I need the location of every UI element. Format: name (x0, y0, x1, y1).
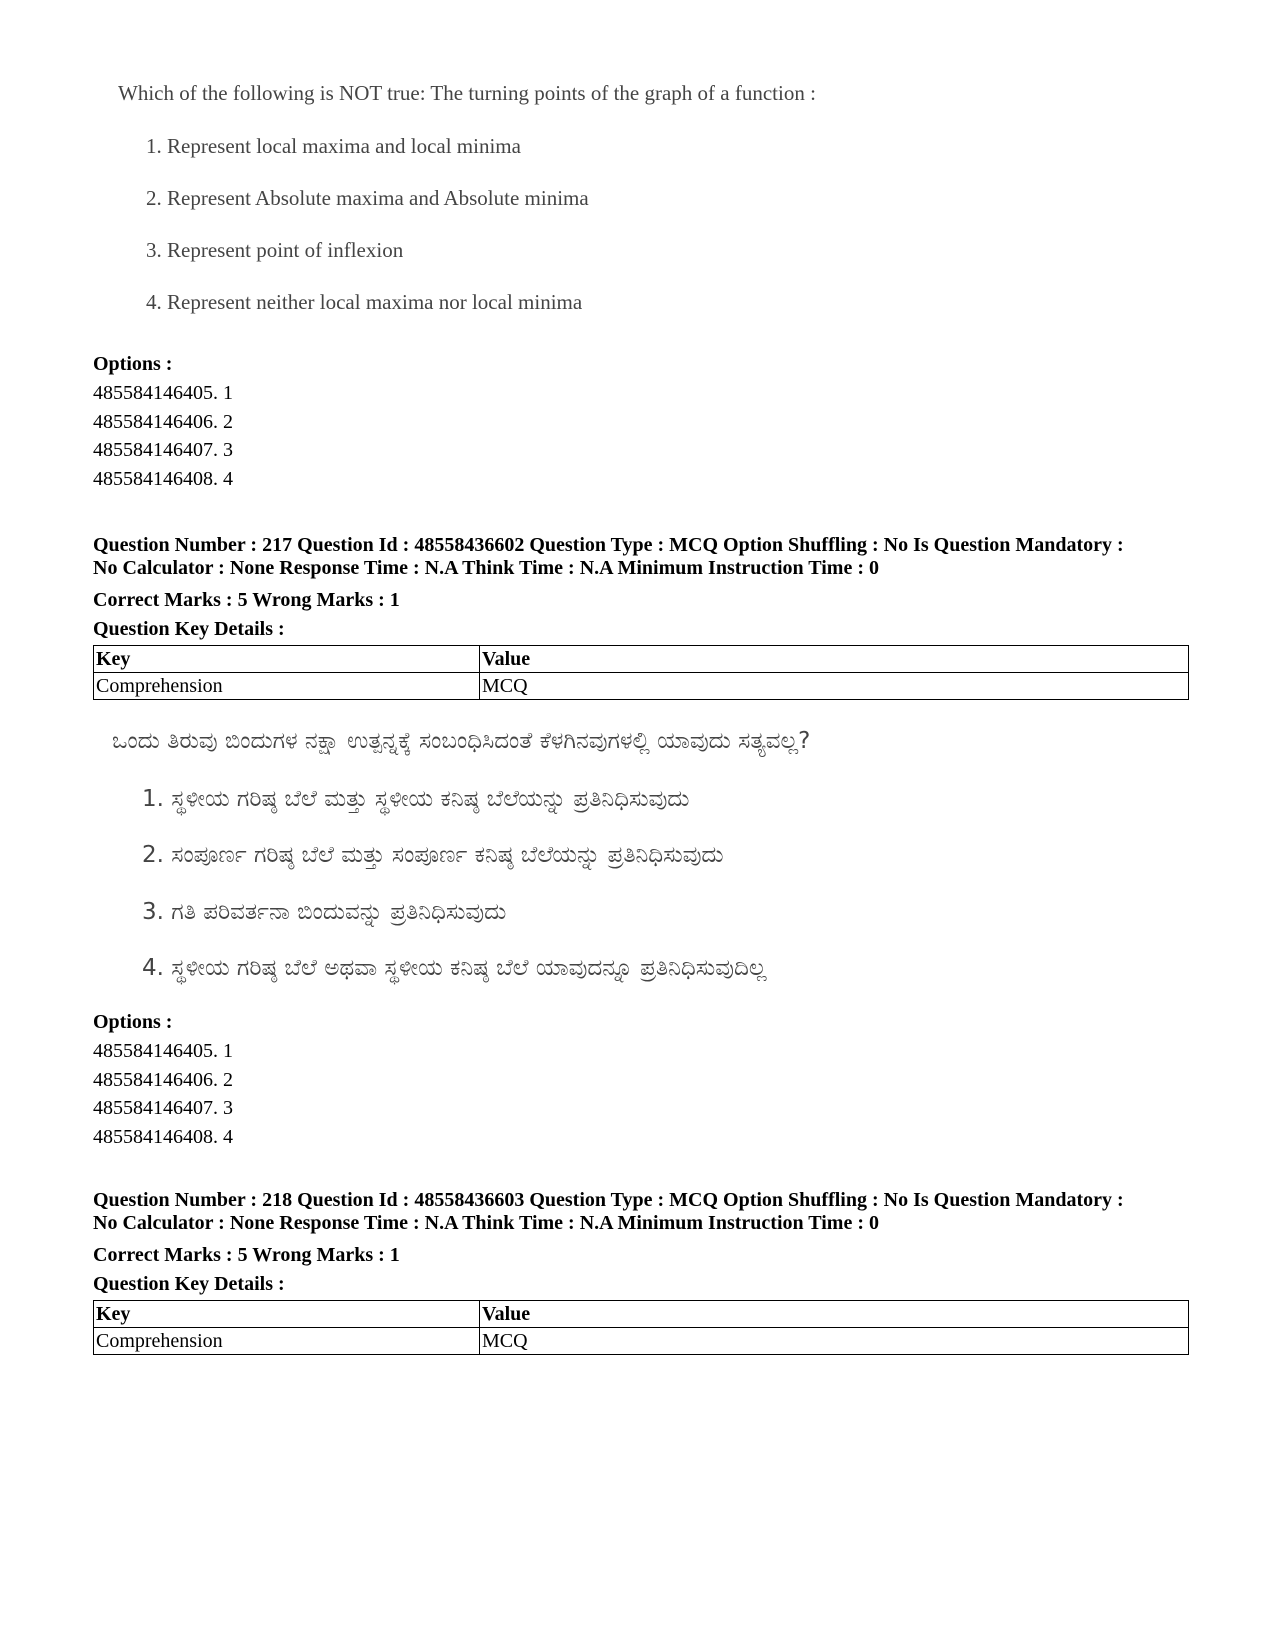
question-216-option-2: 485584146406. 2 (93, 411, 233, 433)
question-216-image (118, 80, 918, 320)
question-216-choice-3: 3. Represent point of inflexion (146, 238, 404, 262)
table-header-value: Value (480, 646, 1189, 673)
question-217-option-3: 485584146407. 3 (93, 1097, 233, 1119)
table-cell-key: Comprehension (94, 1328, 480, 1355)
question-216-option-3: 485584146407. 3 (93, 439, 233, 461)
question-217-options-label: Options : (93, 1011, 173, 1033)
question-217-meta (93, 534, 1193, 580)
table-cell-key: Comprehension (94, 673, 480, 700)
question-217-kannada-choice-2: 2. ಸಂಪೂರ್ಣ ಗರಿಷ್ಠ ಬೆಲೆ ಮತ್ತು ಸಂಪೂರ್ಣ ಕನಿಷ್ಠ ಬೆಲೆಯನ್ನು ಪ್ರತಿನಿಧಿಸುವುದು (142, 842, 724, 868)
table-header-value: Value (480, 1301, 1189, 1328)
table-row (94, 1328, 1189, 1355)
question-216-choice-2: 2. Represent Absolute maxima and Absolute minima (146, 186, 589, 210)
question-217-kannada-stem: ಒಂದು ತಿರುವು ಬಿಂದುಗಳ ನಕ್ಷಾ ಉತ್ಪನ್ನಕ್ಕೆ ಸಂಬಂಧಿಸಿದಂತೆ ಕೆಳಗಿನವುಗಳಲ್ಲಿ ಯಾವುದು ಸತ್ಯವಲ್ಲ? (112, 728, 811, 754)
question-218-meta-line-2: No Calculator : None Response Time : N.A Think Time : N.A Minimum Instruction Time : 0 (93, 1212, 879, 1234)
question-217-meta-line-2: No Calculator : None Response Time : N.A Think Time : N.A Minimum Instruction Time : 0 (93, 557, 879, 579)
question-218-key-details-label: Question Key Details : (93, 1273, 285, 1295)
question-216-option-4: 485584146408. 4 (93, 468, 233, 490)
table-cell-value: MCQ (480, 673, 1189, 700)
question-216-option-1: 485584146405. 1 (93, 382, 233, 404)
table-header-row (94, 646, 1189, 673)
question-217-option-2: 485584146406. 2 (93, 1069, 233, 1091)
question-217-kannada-choice-3: 3. ಗತಿ ಪರಿವರ್ತನಾ ಬಿಂದುವನ್ನು ಪ್ರತಿನಿಧಿಸುವುದು (142, 899, 507, 925)
question-218-marks: Correct Marks : 5 Wrong Marks : 1 (93, 1244, 400, 1266)
question-216-choice-4: 4. Represent neither local maxima nor local minima (146, 290, 583, 314)
question-216-options-label: Options : (93, 353, 173, 375)
question-217-kannada-image (112, 728, 1112, 1000)
question-217-kannada-choice-4: 4. ಸ್ಥಳೀಯ ಗರಿಷ್ಠ ಬೆಲೆ ಅಥವಾ ಸ್ಥಳೀಯ ಕನಿಷ್ಠ ಬೆಲೆ ಯಾವುದನ್ನೂ ಪ್ರತಿನಿಧಿಸುವುದಿಲ್ಲ (142, 955, 767, 981)
question-216-stem: Which of the following is NOT true: The turning points of the graph of a function : (118, 81, 816, 105)
question-217-marks: Correct Marks : 5 Wrong Marks : 1 (93, 589, 400, 611)
question-217-kannada-choice-1: 1. ಸ್ಥಳೀಯ ಗರಿಷ್ಠ ಬೆಲೆ ಮತ್ತು ಸ್ಥಳೀಯ ಕನಿಷ್ಠ ಬೆಲೆಯನ್ನು ಪ್ರತಿನಿಧಿಸುವುದು (142, 786, 690, 812)
table-header-row (94, 1301, 1189, 1328)
question-217-key-table (93, 645, 1189, 700)
question-218-meta (93, 1189, 1193, 1235)
question-217-key-details-label: Question Key Details : (93, 618, 285, 640)
question-216-choice-1: 1. Represent local maxima and local minima (146, 134, 521, 158)
table-header-key: Key (94, 646, 480, 673)
question-218-key-table (93, 1300, 1189, 1355)
question-217-meta-line-1: Question Number : 217 Question Id : 48558436602 Question Type : MCQ Option Shuffling : No Is Question Mandatory : (93, 534, 1124, 556)
table-row (94, 673, 1189, 700)
table-header-key: Key (94, 1301, 480, 1328)
question-217-option-1: 485584146405. 1 (93, 1040, 233, 1062)
question-218-meta-line-1: Question Number : 218 Question Id : 48558436603 Question Type : MCQ Option Shuffling : No Is Question Mandatory : (93, 1189, 1124, 1211)
question-217-option-4: 485584146408. 4 (93, 1126, 233, 1148)
table-cell-value: MCQ (480, 1328, 1189, 1355)
